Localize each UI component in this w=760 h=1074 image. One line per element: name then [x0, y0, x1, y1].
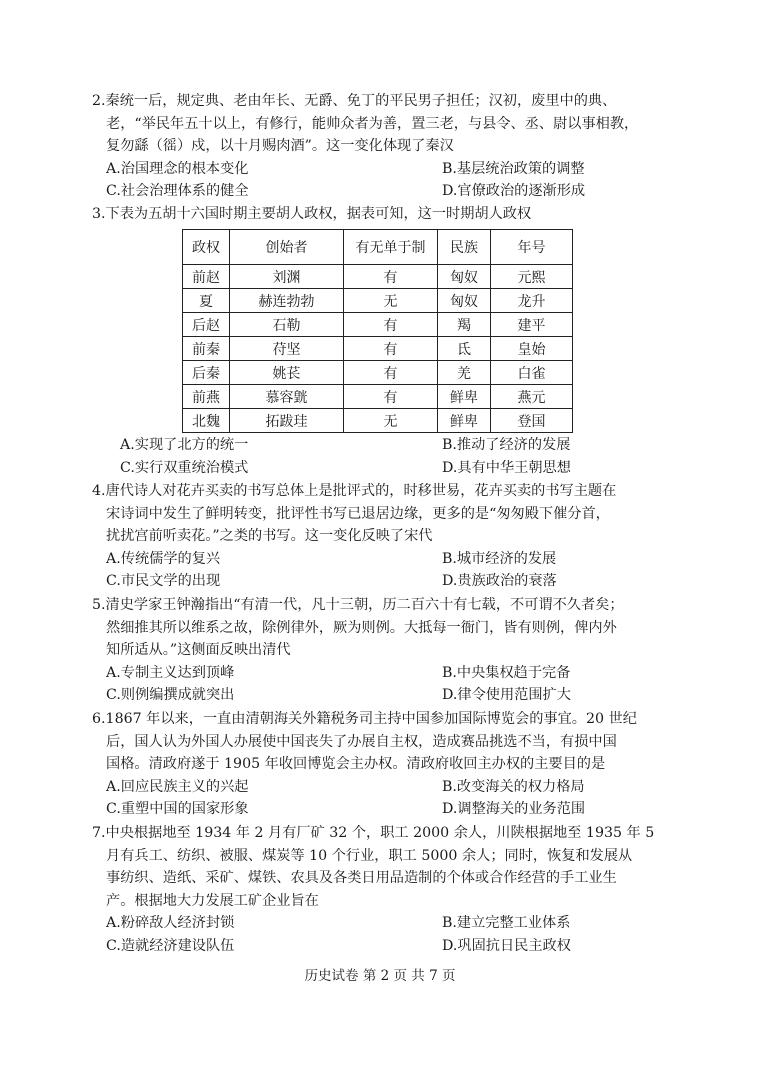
question-3-option-d[interactable]: D.具有中华王朝思想 [442, 459, 571, 476]
table-cell: 鲜卑 [438, 409, 491, 433]
question-3-option-c[interactable]: C.实行双重统治模式 [120, 459, 249, 476]
question-7 [92, 822, 672, 958]
question-5-stem-line-2: 然细推其所以维系之故，除例律外，厥为则例。大抵每一衙门，皆有则例，俾内外 [106, 619, 617, 636]
question-2-stem-line-1: 2.秦统一后，规定典、老由年长、无爵、免丁的平民男子担任；汉初，废里中的典、 [92, 93, 617, 109]
table-cell: 慕容皝 [230, 385, 344, 409]
question-7-stem-line-4: 产。根据地大力发展工矿企业旨在 [106, 892, 319, 909]
question-4-options-row-1 [92, 548, 672, 571]
table-cell: 前秦 [183, 337, 230, 361]
table-cell: 苻坚 [230, 337, 344, 361]
question-5-options-row-1 [92, 662, 672, 685]
question-3-options [92, 434, 672, 479]
table-row [183, 337, 573, 361]
question-4-options-row-2 [92, 570, 672, 593]
question-6-stem-line-2: 后，国人认为外国人办展使中国丧失了办展自主权，造成赛品挑选不当，有损中国 [106, 733, 617, 750]
question-6-stem-line-1: 6.1867 年以来，一直由清朝海关外籍税务司主持中国参加国际博览会的事宜。20 世纪 [92, 711, 637, 727]
question-6-options-row-1 [92, 776, 672, 799]
table-cell: 赫连勃勃 [230, 289, 344, 313]
hu-regimes-table [182, 229, 573, 433]
table-header-cell: 民族 [438, 230, 491, 265]
question-6-options-row-2 [92, 798, 672, 821]
table-header-cell: 有无单于制 [344, 230, 438, 265]
question-3-stem: 3.下表为五胡十六国时期主要胡人政权，据表可知，这一时期胡人政权 [92, 206, 532, 222]
question-5-stem-line-3: 知所适从。”这侧面反映出清代 [106, 642, 291, 659]
table-row [183, 289, 573, 313]
table-cell: 夏 [183, 289, 230, 313]
question-2-option-c[interactable]: C.社会治理体系的健全 [106, 183, 249, 200]
table-cell: 匈奴 [438, 289, 491, 313]
question-3-option-b[interactable]: B.推动了经济的发展 [442, 437, 571, 453]
question-2-options-row-1 [92, 158, 672, 181]
question-4-option-a[interactable]: A.传统儒学的复兴 [106, 550, 221, 567]
table-cell: 后秦 [183, 361, 230, 385]
table-cell: 有 [344, 337, 438, 361]
question-4 [92, 480, 672, 593]
table-cell: 无 [344, 289, 438, 313]
question-2-stem-line-2: 老，“举民年五十以上，有修行，能帅众者为善，置三老，与县令、丞、尉以事相教， [106, 115, 639, 132]
question-4-stem-line-1: 4.唐代诗人对花卉买卖的书写总体上是批评式的，时移世易，花卉买卖的书写主题在 [92, 483, 617, 499]
table-header-cell: 年号 [491, 230, 573, 265]
table-cell: 姚苌 [230, 361, 344, 385]
table-cell: 石勒 [230, 313, 344, 337]
question-4-stem-line-2: 宋诗词中发生了鲜明转变，批评性书写已退居边缘，更多的是“匆匆殿下催分首， [106, 505, 610, 522]
table-cell: 有 [344, 265, 438, 289]
question-5-stem-line-1: 5.清史学家王钟瀚指出“有清一代，凡十三朝，历二百六十有七载，不可谓不久者矣； [92, 597, 624, 613]
question-3-options-row-1 [92, 434, 672, 457]
table-cell: 鲜卑 [438, 385, 491, 409]
question-7-stem-line-3: 事纺织、造纸、采矿、煤铁、农具及各类日用品造制的个体或合作经营的手工业生 [106, 870, 617, 887]
question-4-option-b[interactable]: B.城市经济的发展 [442, 550, 557, 567]
table-row [183, 409, 573, 433]
question-7-stem-line-1: 7.中央根据地至 1934 年 2 月有厂矿 32 个，职工 2000 余人，川陕根据地至 1935 年 5 [92, 825, 655, 841]
question-2-options-row-2 [92, 180, 672, 203]
question-2-option-a[interactable]: A.治国理念的根本变化 [106, 160, 249, 177]
question-7-stem-line-2: 月有兵工、纺织、被服、煤炭等 10 个行业，职工 5000 余人；同时，恢复和发展从 [106, 847, 633, 864]
table-cell: 无 [344, 409, 438, 433]
table-cell: 登国 [491, 409, 573, 433]
table-cell: 前燕 [183, 385, 230, 409]
table-cell: 北魏 [183, 409, 230, 433]
table-cell: 拓跋珪 [230, 409, 344, 433]
question-5-option-b[interactable]: B.中央集权趋于完备 [442, 664, 571, 681]
question-7-options-row-1 [92, 912, 672, 935]
question-2-option-d[interactable]: D.官僚政治的逐渐形成 [442, 183, 586, 200]
question-7-option-a[interactable]: A.粉碎敌人经济封锁 [106, 915, 235, 932]
question-4-stem-line-3: 扰扰宫前听卖花。”之类的书写。这一变化反映了宋代 [106, 528, 433, 545]
question-4-option-d[interactable]: D.贵族政治的衰落 [442, 573, 557, 590]
table-cell: 前赵 [183, 265, 230, 289]
question-7-option-b[interactable]: B.建立完整工业体系 [442, 915, 571, 932]
table-cell: 龙升 [491, 289, 573, 313]
table-row [183, 385, 573, 409]
question-2 [92, 90, 672, 203]
table-cell: 建平 [491, 313, 573, 337]
table-cell: 白雀 [491, 361, 573, 385]
table-cell: 有 [344, 385, 438, 409]
table-row [183, 265, 573, 289]
table-row [183, 361, 573, 385]
table-cell: 刘渊 [230, 265, 344, 289]
page-footer: 历史试卷 第 2 页 共 7 页 [304, 968, 456, 984]
table-row [183, 313, 573, 337]
table-cell: 有 [344, 313, 438, 337]
table-header-cell: 创始者 [230, 230, 344, 265]
table-header-cell: 政权 [183, 230, 230, 265]
table-header-row [183, 230, 573, 265]
question-3 [92, 203, 672, 226]
question-5-options-row-2 [92, 684, 672, 707]
question-3-option-a[interactable]: A.实现了北方的统一 [120, 437, 249, 453]
table-cell: 匈奴 [438, 265, 491, 289]
question-6-option-d[interactable]: D.调整海关的业务范围 [442, 801, 586, 818]
question-6-option-a[interactable]: A.回应民族主义的兴起 [106, 778, 249, 795]
question-5-option-c[interactable]: C.则例编撰成就突出 [106, 687, 235, 704]
question-5 [92, 594, 672, 707]
question-6-option-c[interactable]: C.重塑中国的国家形象 [106, 801, 249, 818]
question-2-stem-line-3: 复勿繇（徭）戍，以十月赐肉酒”。这一变化体现了秦汉 [106, 138, 454, 155]
table-cell: 燕元 [491, 385, 573, 409]
table-cell: 氐 [438, 337, 491, 361]
question-3-options-row-2 [92, 457, 672, 480]
question-5-option-d[interactable]: D.律令使用范围扩大 [442, 687, 571, 704]
question-6 [92, 708, 672, 821]
question-2-option-b[interactable]: B.基层统治政策的调整 [442, 160, 585, 177]
question-4-option-c[interactable]: C.市民文学的出现 [106, 573, 221, 590]
table-cell: 有 [344, 361, 438, 385]
question-7-options-row-2 [92, 935, 672, 958]
question-6-stem-line-3: 国格。清政府遂于 1905 年收回博览会主办权。清政府收回主办权的主要目的是 [106, 756, 606, 773]
question-5-option-a[interactable]: A.专制主义达到顶峰 [106, 664, 235, 681]
question-6-option-b[interactable]: B.改变海关的权力格局 [442, 778, 585, 795]
table-cell: 后赵 [183, 313, 230, 337]
question-7-option-d[interactable]: D.巩固抗日民主政权 [442, 937, 571, 954]
table-cell: 羌 [438, 361, 491, 385]
table-cell: 羯 [438, 313, 491, 337]
table-cell: 皇始 [491, 337, 573, 361]
table-cell: 元熙 [491, 265, 573, 289]
question-7-option-c[interactable]: C.造就经济建设队伍 [106, 937, 235, 954]
